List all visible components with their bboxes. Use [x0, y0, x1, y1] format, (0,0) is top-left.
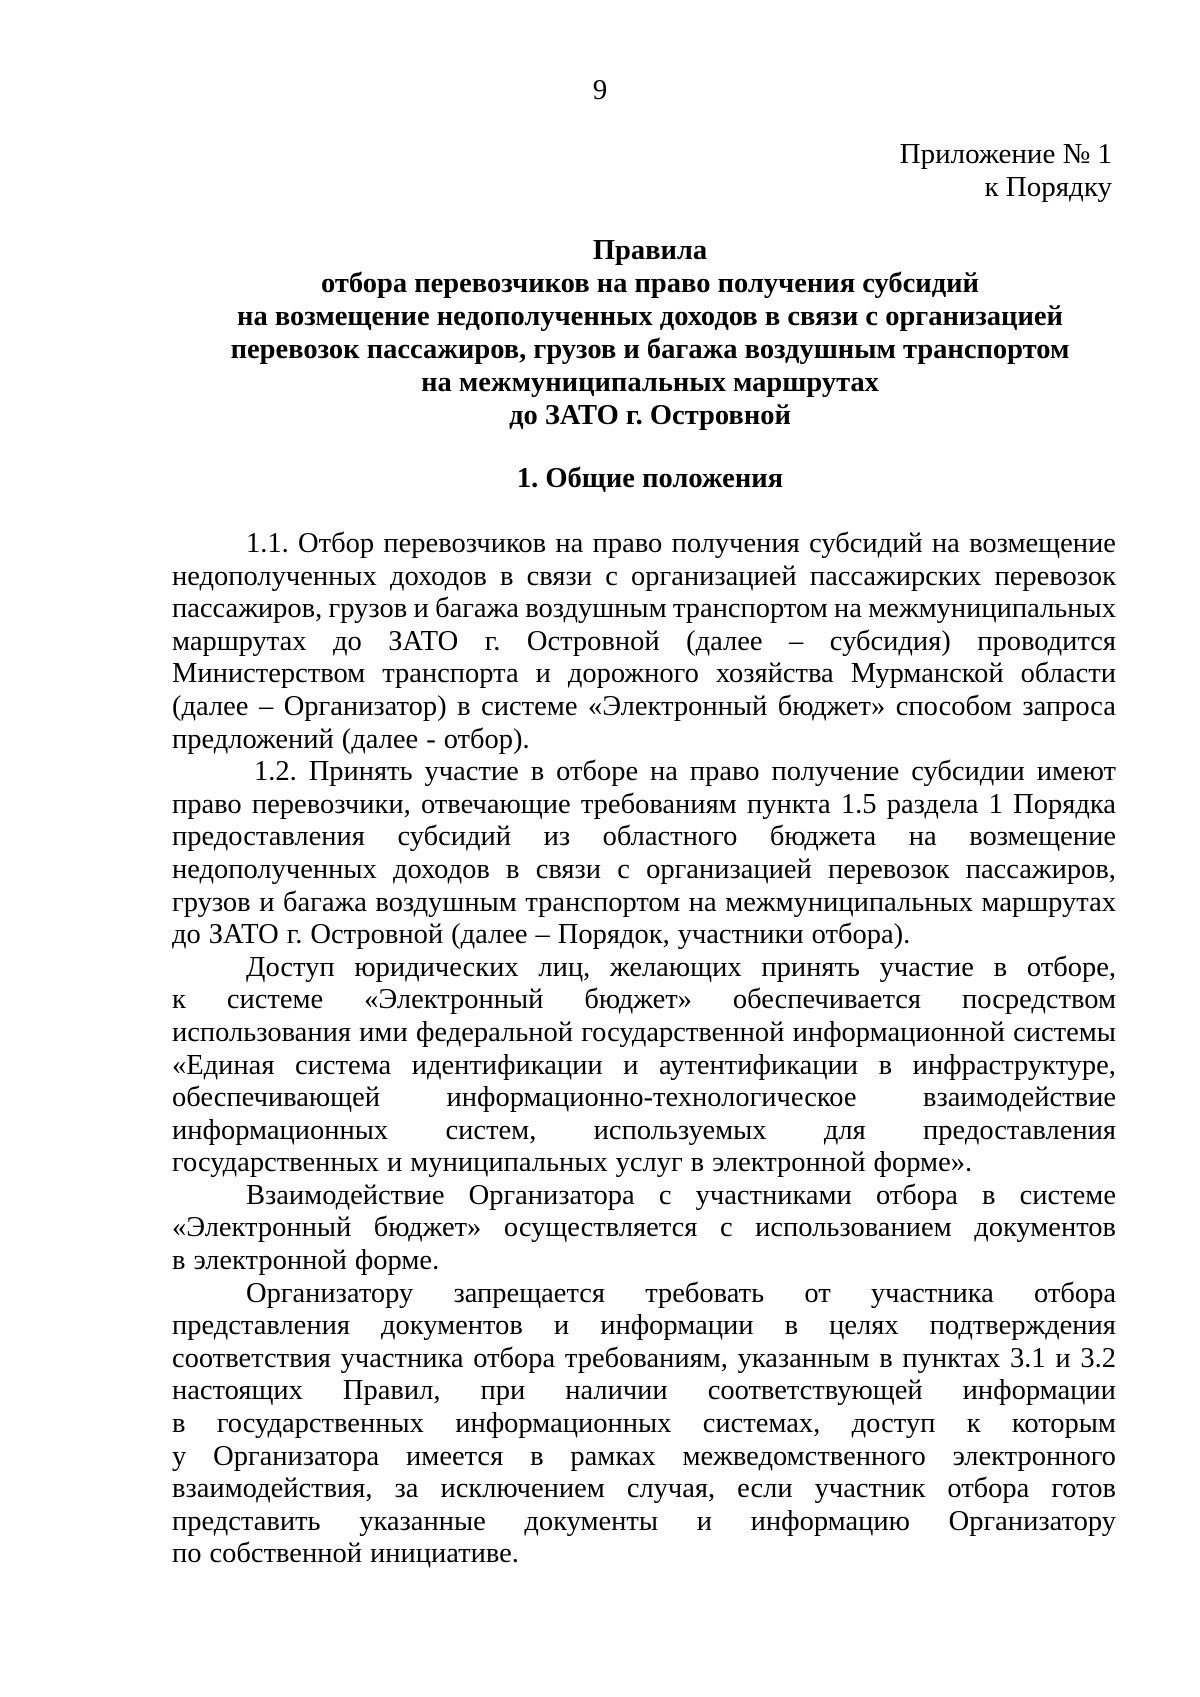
word: 1.2. — [254, 756, 297, 788]
word: информационно-технологическое — [446, 1082, 857, 1114]
word: на — [908, 821, 937, 853]
word: форме». — [873, 1147, 973, 1179]
text-line — [172, 1180, 1116, 1213]
word: электронной — [193, 1245, 347, 1277]
word: форме. — [354, 1245, 440, 1277]
word: и — [623, 1049, 639, 1081]
word: 1.5 — [840, 788, 877, 820]
text-line — [172, 789, 1116, 822]
word: «Электронный — [587, 690, 768, 722]
word: с — [658, 1179, 672, 1211]
word: юридических — [354, 951, 519, 983]
word: 1 — [988, 788, 1003, 820]
paragraph — [172, 1180, 1116, 1278]
word: и — [1055, 1342, 1071, 1374]
word: от — [804, 1277, 831, 1309]
text-line — [172, 658, 1116, 691]
word: 3.1 — [1010, 1342, 1046, 1374]
word: государственных — [172, 1147, 380, 1179]
word: аутентификации — [659, 1049, 859, 1081]
text-line — [172, 1343, 1116, 1376]
text-line — [172, 1278, 1116, 1311]
word: «Единая — [172, 1049, 275, 1081]
word: инфраструктуре, — [912, 1049, 1116, 1081]
word: представить — [172, 1505, 321, 1537]
text-line — [172, 1538, 1116, 1571]
word: желающих — [610, 951, 742, 983]
word: транспортом — [525, 886, 681, 918]
word: «Электронный — [172, 1212, 352, 1244]
word: документов — [381, 1310, 523, 1342]
text-line — [172, 1473, 1116, 1506]
word: и — [413, 593, 429, 625]
word: пункта — [746, 788, 831, 820]
word: перевозчиков — [383, 528, 547, 559]
word: (далее — [451, 919, 528, 951]
word: имеют — [1036, 756, 1116, 788]
word: исключением — [440, 1473, 605, 1505]
title-line-6: до ЗАТО г. Островной — [509, 400, 791, 431]
word: запроса — [1022, 690, 1116, 722]
word: в — [690, 1147, 705, 1179]
word: системе — [1019, 1179, 1116, 1211]
word: указанные — [359, 1505, 486, 1537]
word: областного — [602, 821, 738, 853]
document-title — [150, 234, 1150, 432]
word: электронной — [712, 1147, 866, 1179]
word: готов — [1051, 1473, 1116, 1505]
word: субсидий — [397, 821, 512, 853]
word: в — [457, 690, 471, 722]
paragraph — [172, 528, 1116, 756]
word: за — [394, 1473, 419, 1505]
word: межмуниципальных — [868, 593, 1116, 625]
word: отбора — [1033, 1277, 1116, 1309]
word: и — [553, 1310, 570, 1342]
word: бюджет» — [584, 984, 692, 1016]
word: раздела — [886, 788, 979, 820]
word: области — [1020, 658, 1116, 690]
text-line — [172, 1310, 1116, 1343]
word: межведомственного — [682, 1440, 926, 1472]
word: соответствующей — [707, 1375, 923, 1407]
word: проводится — [977, 625, 1116, 657]
text-line — [172, 919, 1116, 952]
word: багажа — [435, 593, 519, 625]
word: Правил, — [342, 1375, 441, 1407]
word: использованием — [755, 1212, 952, 1244]
text-line — [172, 887, 1116, 920]
word: до — [172, 919, 201, 951]
word: 3.2 — [1080, 1342, 1116, 1374]
word: Организатора — [468, 1179, 635, 1211]
word: в — [784, 1310, 799, 1342]
word: бюджет» — [777, 690, 886, 722]
word: связи — [535, 853, 602, 885]
word: с — [719, 1212, 733, 1244]
word: участники — [677, 919, 804, 951]
word: отборе, — [1026, 951, 1116, 983]
word: в — [506, 853, 520, 885]
section-heading: 1. Общие положения — [516, 463, 784, 494]
word: с — [605, 560, 618, 592]
word: субсидия) — [829, 625, 951, 657]
word: отвечающие — [420, 788, 571, 820]
text-line — [172, 626, 1116, 659]
word: подтверждения — [929, 1310, 1116, 1342]
word: Организатору — [948, 1505, 1116, 1537]
word: г. — [484, 625, 501, 657]
word: при — [480, 1375, 526, 1407]
word: возмещение — [969, 821, 1116, 853]
word: и — [387, 1147, 403, 1179]
word: систем, — [445, 1114, 537, 1146]
text-line — [172, 1408, 1116, 1441]
word: на — [555, 528, 584, 559]
word: на — [688, 886, 717, 918]
title-line-1: Правила — [592, 235, 708, 266]
word: и — [696, 1505, 712, 1537]
word: организацией — [631, 560, 797, 592]
word: документы — [524, 1505, 659, 1537]
text-line — [172, 854, 1116, 887]
word: участника — [340, 1342, 464, 1374]
word: межмуниципальных — [725, 886, 973, 918]
appendix-line-1: Приложение № 1 — [899, 138, 1112, 170]
word: имеется — [406, 1440, 504, 1472]
text-line — [172, 593, 1116, 626]
word: в — [879, 1342, 893, 1374]
word: Островной — [526, 625, 660, 657]
word: воздушным — [525, 593, 667, 625]
word: соответствия — [172, 1342, 331, 1374]
word: лиц, — [538, 951, 591, 983]
word: взаимодействия, — [172, 1473, 373, 1505]
word: предоставления — [172, 821, 365, 853]
word: государственных — [216, 1408, 424, 1440]
word: транспорта — [382, 658, 519, 690]
word: у — [172, 1440, 187, 1472]
word: в — [878, 1049, 893, 1081]
word: участие — [424, 756, 519, 788]
word: запрещается — [453, 1277, 606, 1309]
word: маршрутах — [172, 625, 307, 657]
word: пассажиров, — [965, 853, 1116, 885]
word: на — [650, 756, 678, 788]
text-line — [172, 1441, 1116, 1474]
word: получения — [671, 528, 800, 559]
word: и — [535, 658, 551, 690]
word: системе — [226, 984, 324, 1016]
appendix-line-2: к Порядку — [984, 171, 1112, 203]
word: осуществляется — [503, 1212, 698, 1244]
word: доступ — [851, 1408, 936, 1440]
title-line-4: перевозок пассажиров, грузов и багажа воздушным транспортом — [230, 334, 1070, 365]
word: недополученных — [172, 560, 377, 592]
word: документов — [974, 1212, 1116, 1244]
word: представления — [172, 1310, 350, 1342]
word: воздушным — [375, 886, 517, 918]
word: информационной — [792, 1016, 1005, 1048]
word: системах, — [702, 1408, 821, 1440]
text-line — [172, 1245, 1116, 1278]
word: недополученных — [172, 853, 377, 885]
word: Организатору — [246, 1277, 414, 1309]
word: хозяйства — [715, 658, 834, 690]
word: – — [535, 919, 550, 951]
word: перевозок — [827, 853, 950, 885]
paragraph — [172, 756, 1116, 952]
word: ЗАТО — [388, 625, 459, 657]
word: в — [530, 1440, 544, 1472]
word: собственной — [209, 1538, 362, 1570]
text-line — [172, 724, 1116, 757]
text-line — [172, 952, 1116, 985]
word: Порядок, — [557, 919, 670, 951]
word: пунктах — [902, 1342, 1001, 1374]
word: Министерством — [172, 658, 366, 690]
word: система — [294, 1049, 392, 1081]
word: Организатора — [213, 1440, 380, 1472]
word: государственной — [581, 1016, 785, 1048]
word: если — [737, 1473, 793, 1505]
word: Принять — [308, 756, 413, 788]
word: идентификации — [411, 1049, 603, 1081]
word: субсидии — [911, 756, 1025, 788]
word: в — [172, 1408, 186, 1440]
word: и — [259, 886, 275, 918]
word: Организатор) — [283, 690, 447, 722]
word: Отбор — [298, 528, 375, 559]
word: муниципальных — [410, 1147, 608, 1179]
word: доходов — [389, 560, 487, 592]
text-line — [172, 691, 1116, 724]
body-text — [172, 528, 1116, 1571]
text-line — [172, 756, 1116, 789]
word: право — [592, 528, 663, 559]
word: наличии — [565, 1375, 668, 1407]
word: «Электронный — [364, 984, 544, 1016]
word: для — [823, 1114, 866, 1146]
word: - — [426, 723, 436, 755]
text-line — [172, 1212, 1116, 1245]
word: требованиям — [580, 788, 737, 820]
text-line — [172, 1082, 1116, 1115]
word: системы — [1013, 1016, 1116, 1048]
word: отбора). — [811, 919, 911, 951]
word: багажа — [283, 886, 367, 918]
word: настоящих — [172, 1375, 303, 1407]
word: принять — [761, 951, 860, 983]
word: Порядка — [1013, 788, 1116, 820]
word: (далее — [341, 723, 419, 755]
word: в — [530, 756, 545, 788]
word: г. — [286, 919, 303, 951]
word: отборе — [556, 756, 639, 788]
word: предложений — [172, 723, 334, 755]
word: грузов — [328, 593, 408, 625]
word: пассажиров, — [172, 593, 323, 625]
text-line — [172, 1506, 1116, 1539]
word: на — [931, 528, 960, 559]
page-number: 9 — [592, 74, 608, 106]
word: бюджет» — [373, 1212, 482, 1244]
text-line — [172, 1147, 1116, 1180]
title-line-3: на возмещение недополученных доходов в связи с организацией — [237, 301, 1063, 332]
word: – — [789, 625, 804, 657]
text-line — [172, 821, 1116, 854]
text-line — [172, 528, 1116, 561]
word: рамках — [570, 1440, 656, 1472]
text-line — [172, 1017, 1116, 1050]
word: ими — [359, 1016, 408, 1048]
word: использования — [172, 1016, 351, 1048]
word: инициативе. — [369, 1538, 519, 1570]
word: к — [966, 1408, 981, 1440]
word: обеспечивающей — [172, 1082, 381, 1114]
word: к — [172, 984, 186, 1016]
appendix-reference — [900, 138, 1112, 204]
word: участниками — [695, 1179, 852, 1211]
text-line — [172, 561, 1116, 594]
word: федеральной — [415, 1016, 573, 1048]
word: субсидий — [809, 528, 923, 559]
word: информационных — [455, 1408, 672, 1440]
word: до — [333, 625, 362, 657]
word: право — [172, 788, 242, 820]
word: в — [993, 951, 1008, 983]
word: – — [258, 690, 274, 722]
word: системе — [481, 690, 578, 722]
word: на — [834, 593, 862, 625]
word: случая, — [626, 1473, 716, 1505]
word: взаимодействие — [923, 1082, 1116, 1114]
word: требованиям, — [564, 1342, 728, 1374]
word: из — [543, 821, 571, 853]
word: (далее — [172, 690, 249, 722]
word: возмещение — [969, 528, 1116, 559]
word: Доступ — [246, 951, 335, 983]
word: Взаимодействие — [246, 1179, 445, 1211]
text-line — [172, 1050, 1116, 1083]
word: с — [617, 853, 630, 885]
word: получение — [771, 756, 900, 788]
word: указанным — [737, 1342, 870, 1374]
word: электронного — [952, 1440, 1116, 1472]
word: участника — [870, 1277, 994, 1309]
word: информационных — [172, 1114, 389, 1146]
word: связи — [526, 560, 592, 592]
word: в — [982, 1179, 996, 1211]
word: участник — [814, 1473, 926, 1505]
text-line — [172, 1375, 1116, 1408]
word: предоставления — [923, 1114, 1116, 1146]
word: (далее — [686, 625, 763, 657]
word: доходов — [392, 853, 490, 885]
word: организацией — [646, 853, 812, 885]
text-line — [172, 1115, 1116, 1148]
title-line-2: отбора перевозчиков на право получения субсидий — [321, 268, 979, 299]
title-line-5: на межмуниципальных маршрутах — [421, 367, 879, 398]
word: отбор). — [443, 723, 530, 755]
word: по — [172, 1538, 202, 1570]
text-line — [172, 984, 1116, 1017]
word: информацию — [750, 1505, 910, 1537]
paragraph — [172, 952, 1116, 1180]
word: грузов — [172, 886, 251, 918]
word: в — [172, 1245, 186, 1277]
word: посредством — [962, 984, 1116, 1016]
word: отбора — [947, 1473, 1030, 1505]
word: требовать — [645, 1277, 765, 1309]
word: целях — [829, 1310, 899, 1342]
word: бюджета — [769, 821, 877, 853]
word: Мурманской — [850, 658, 1004, 690]
word: пассажирских — [809, 560, 982, 592]
word: право — [689, 756, 760, 788]
word: в — [499, 560, 514, 592]
word: перевозчики, — [251, 788, 411, 820]
word: используемых — [593, 1114, 767, 1146]
word: обеспечивается — [732, 984, 922, 1016]
word: перевозок — [994, 560, 1116, 592]
word: отбора — [473, 1342, 556, 1374]
word: 1.1. — [246, 528, 289, 559]
word: отбора — [875, 1179, 958, 1211]
word: дорожного — [567, 658, 699, 690]
word: способом — [895, 690, 1012, 722]
word: транспортом — [672, 593, 828, 625]
word: информации — [962, 1375, 1116, 1407]
word: маршрутах — [981, 886, 1116, 918]
word: услуг — [615, 1147, 683, 1179]
word: участие — [879, 951, 974, 983]
word: Островной — [310, 919, 444, 951]
word: ЗАТО — [208, 919, 279, 951]
word: которым — [1011, 1408, 1116, 1440]
word: информации — [600, 1310, 754, 1342]
paragraph — [172, 1278, 1116, 1571]
